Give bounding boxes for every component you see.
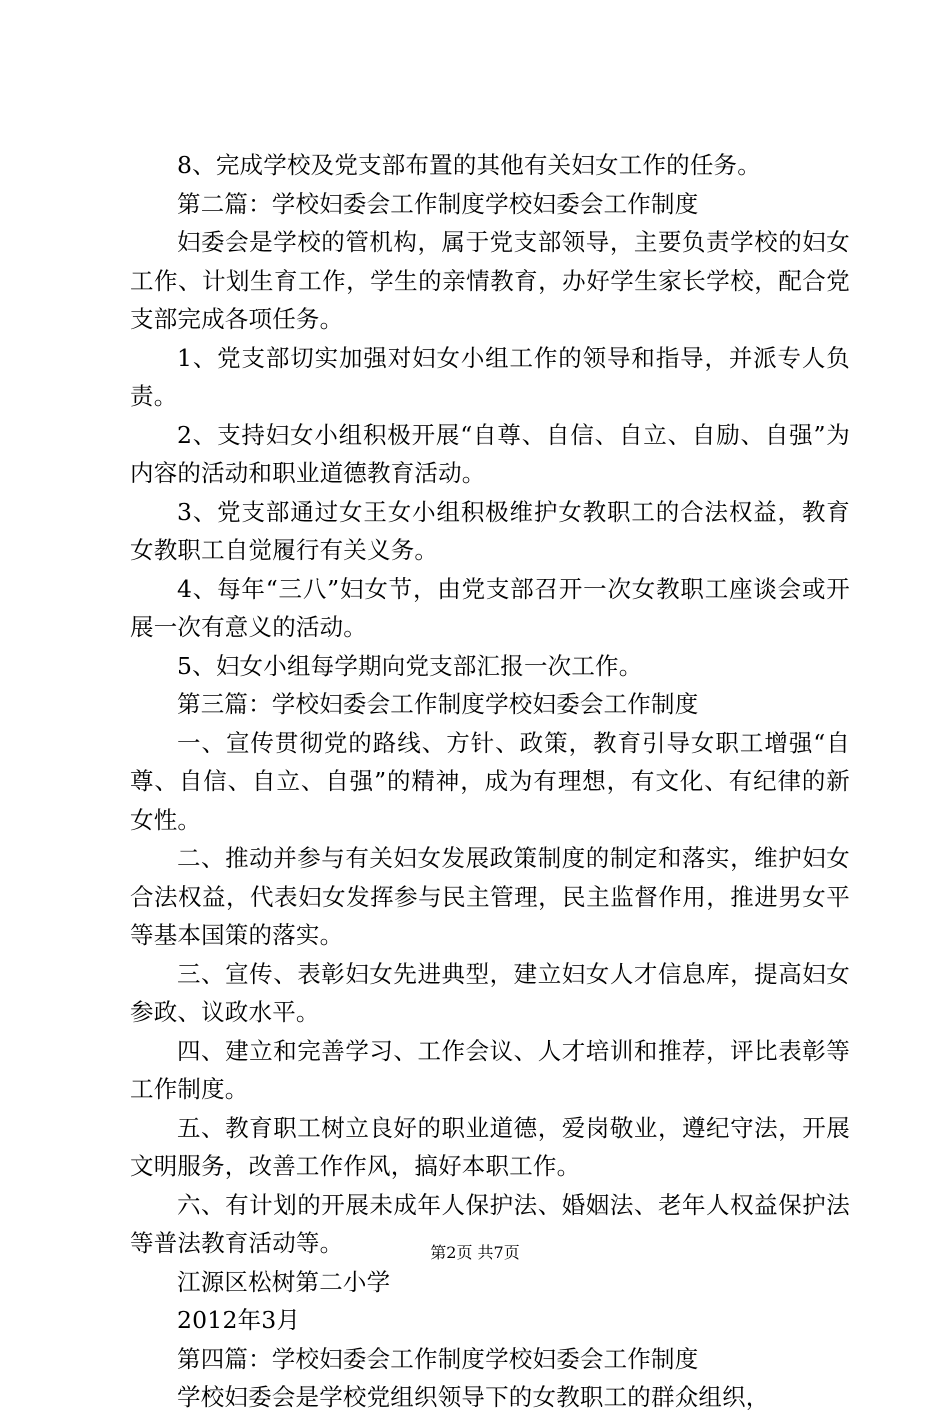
paragraph: 5、妇女小组每学期向党支部汇报一次工作。 (177, 651, 643, 680)
paragraph: 8、完成学校及党支部布置的其他有关妇女工作的任务。 (177, 151, 761, 179)
section-heading: 第二篇：学校妇委会工作制度学校妇委会工作制度 (177, 189, 699, 218)
paragraph: 1、党支部切实加强对妇女小组工作的领导和指导，并派专人负责。 (130, 343, 850, 410)
paragraph: 四、建立和完善学习、工作会议、人才培训和推荐，评比表彰等工作制度。 (130, 1036, 850, 1103)
paragraph: 3、党支部通过女王女小组积极维护女教职工的合法权益，教育女教职工自觉履行有关义务。 (130, 497, 850, 564)
paragraph: 三、宣传、表彰妇女先进典型，建立妇女人才信息库，提高妇女参政、议政水平。 (130, 959, 850, 1026)
signature-organization: 江源区松树第二小学 (177, 1267, 391, 1296)
paragraph: 一、宣传贯彻党的路线、方针、政策，教育引导女职工增强“自尊、自信、自立、自强”的精神，成为有理想，有文化、有纪律的新女性。 (130, 728, 850, 834)
paragraph: 4、每年“三八”妇女节，由党支部召开一次女教职工座谈会或开展一次有意义的活动。 (130, 574, 850, 641)
page-number-footer: 第2页 共7页 (430, 1243, 520, 1262)
signature-date: 2012年3月 (177, 1306, 301, 1334)
document-body (130, 146, 850, 1417)
paragraph: 六、有计划的开展未成年人保护法、婚姻法、老年人权益保护法等普法教育活动等。 (130, 1190, 850, 1257)
paragraph: 五、教育职工树立良好的职业道德，爱岗敬业，遵纪守法，开展文明服务，改善工作作风，搞好本职工作。 (130, 1113, 850, 1180)
paragraph: 二、推动并参与有关妇女发展政策制度的制定和落实，维护妇女合法权益，代表妇女发挥参与民主管理，民主监督作用，推进男女平等基本国策的落实。 (130, 844, 850, 949)
section-heading: 第三篇：学校妇委会工作制度学校妇委会工作制度 (177, 690, 699, 718)
section-heading: 第四篇：学校妇委会工作制度学校妇委会工作制度 (177, 1344, 699, 1373)
paragraph: 学校妇委会是学校党组织领导下的女教职工的群众组织， (177, 1383, 770, 1411)
paragraph: 2、支持妇女小组积极开展“自尊、自信、自立、自励、自强”为内容的活动和职业道德教育活动。 (130, 420, 850, 487)
paragraph: 妇委会是学校的管机构，属于党支部领导，主要负责学校的妇女工作、计划生育工作，学生的亲情教育，办好学生家长学校，配合党支部完成各项任务。 (130, 228, 850, 333)
